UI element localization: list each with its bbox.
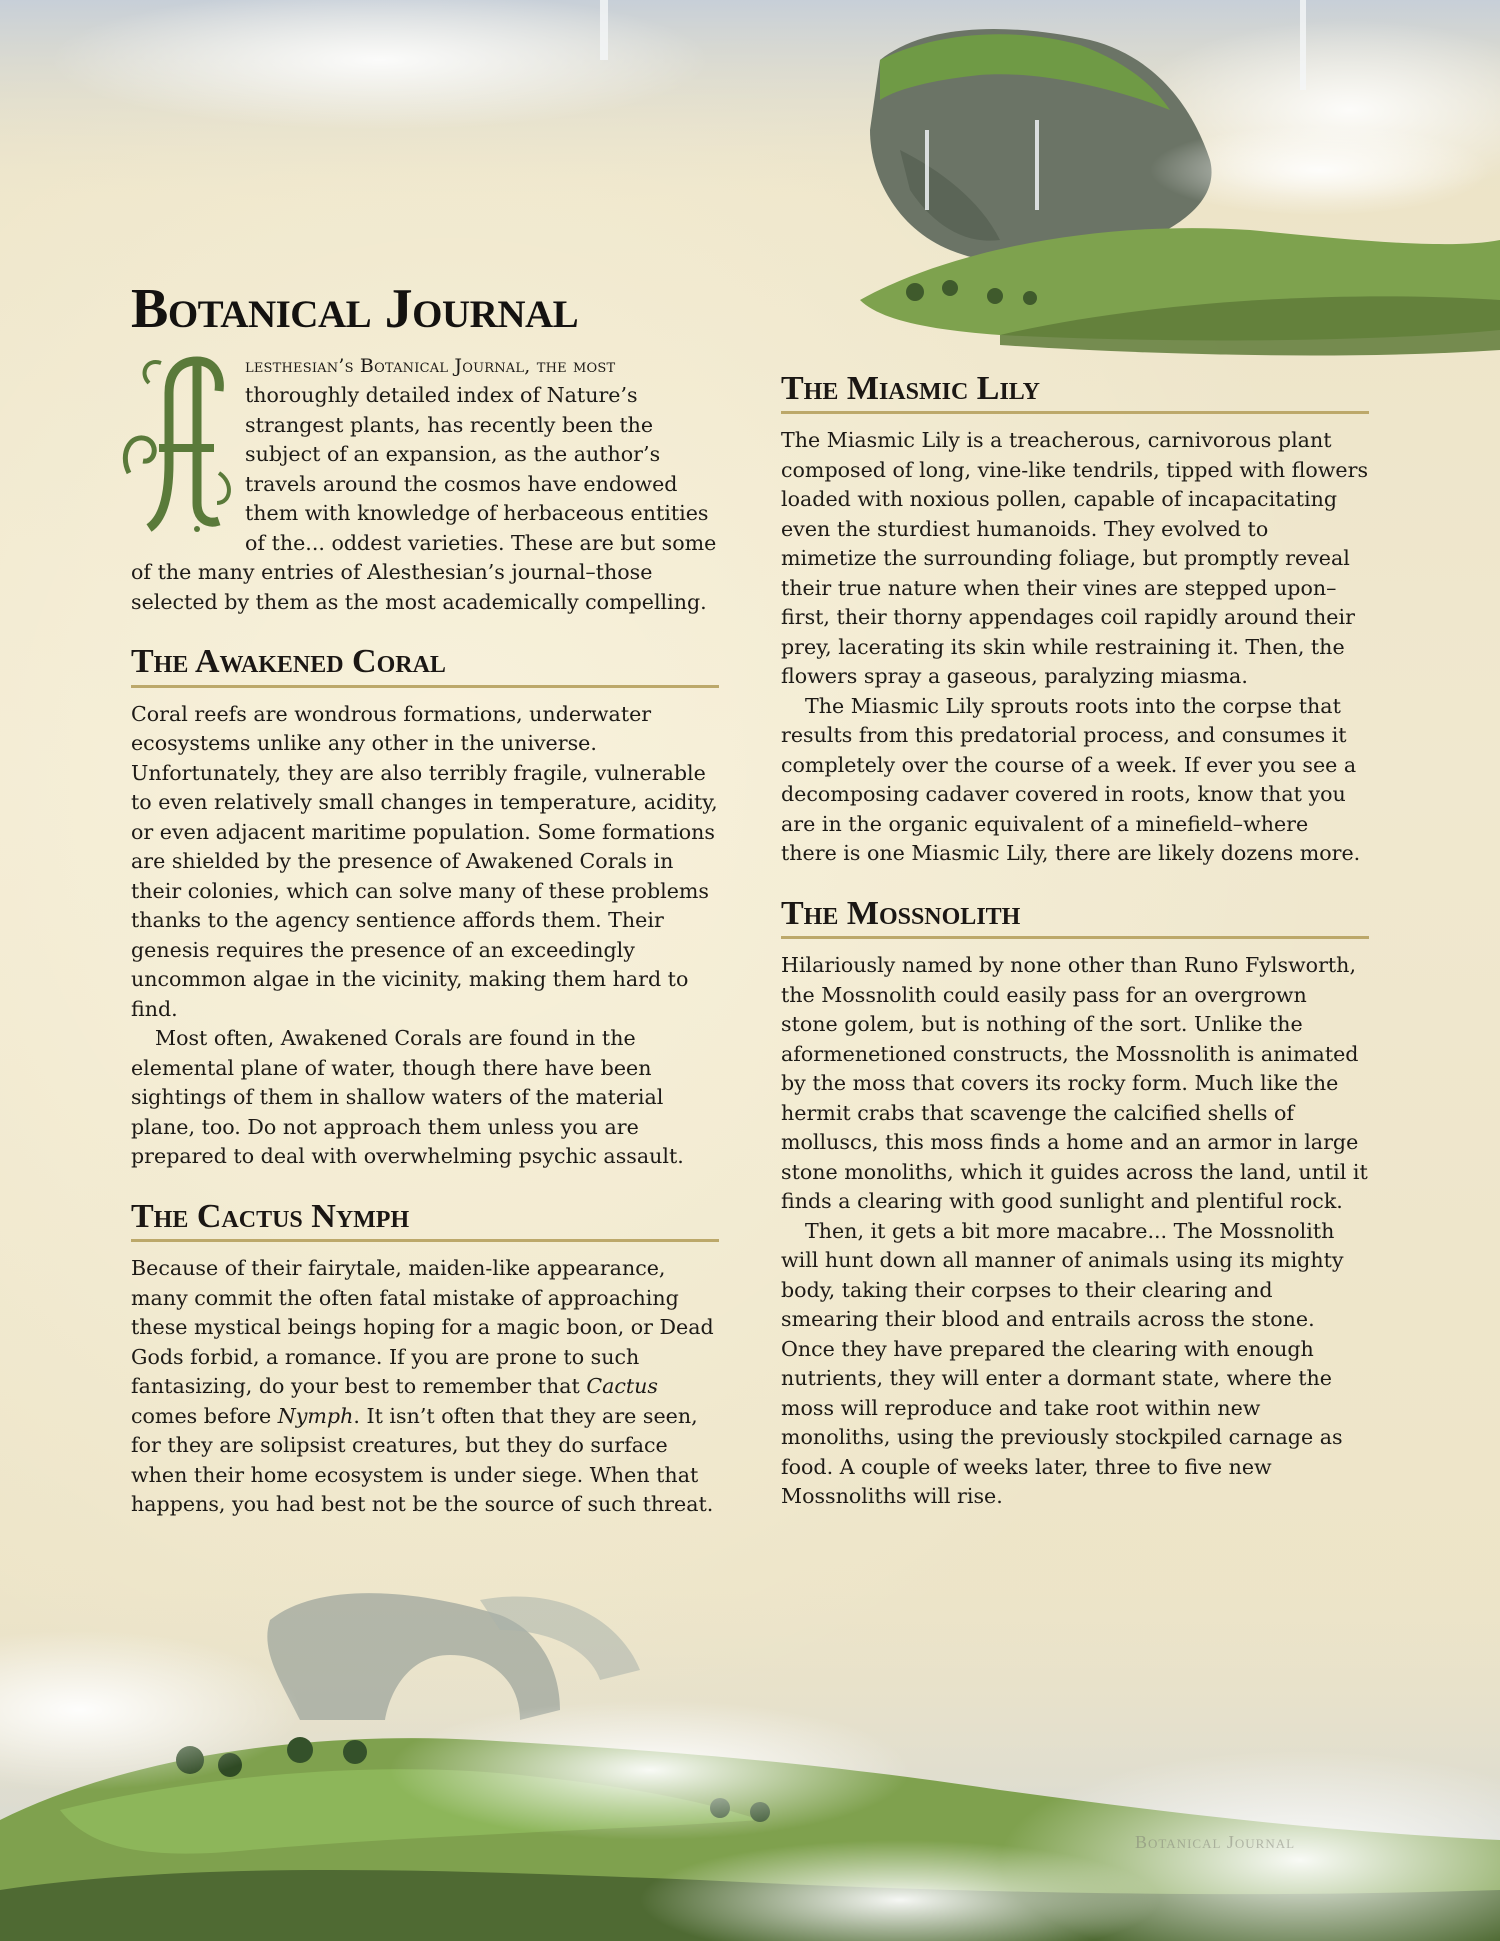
cactus-emphasis-nymph: Nymph <box>277 1403 354 1428</box>
cactus-text-c: . It isn’t often that they are seen, for they are solipsist creatures, but they do surface when their home ecosystem is under siege. When that happens, you had best not be the source of such threat. <box>131 1403 714 1517</box>
page-footer-label: Botanical Journal <box>1135 1832 1296 1852</box>
intro-lead-caps: lesthesian’s Botanical Journal, the most <box>245 354 616 377</box>
page-title: Botanical Journal <box>131 278 579 340</box>
section-mossnolith <box>781 895 1369 1512</box>
heading-cactus-nymph: The Cactus Nymph <box>131 1198 719 1242</box>
section-awakened-coral <box>131 643 719 1171</box>
cactus-text-a: Because of their fairytale, maiden-like appearance, many commit the often fatal mistake of approaching these mystical beings hoping for a magic boon, or Dead Gods forbid, a romance. If you are prone to such fantasizing, do your best to remember that <box>131 1256 714 1399</box>
lily-paragraph-1: The Miasmic Lily is a treacherous, carnivorous plant composed of long, vine-like tendrils, tipped with flowers loaded with noxious pollen, capable of incapacitating even the sturdiest humanoids. They evolved to mimetize the surrounding foliage, but promptly reveal their true nature when their vines are stepped upon–first, their thorny appendages coil rapidly around their prey, lacerating its skin while restraining it. Then, the flowers spray a gaseous, paralyzing miasma. <box>781 428 1369 689</box>
left-column <box>131 280 719 1520</box>
cactus-emphasis-cactus: Cactus <box>586 1374 659 1399</box>
heading-miasmic-lily: The Miasmic Lily <box>781 370 1369 414</box>
intro-text: thoroughly detailed index of Nature’s strangest plants, has recently been the subject of an expansion, as the author’s travels around the cosmos have endowed them with knowledge of herbaceous entities of the... oddest varieties. These are but some of the many entries of Alesthesian’s journal–those selected by them as the most academically compelling. <box>131 383 717 614</box>
heading-awakened-coral: The Awakened Coral <box>131 643 719 687</box>
misty-hills-illustration <box>0 1560 1500 1941</box>
section-cactus-nymph <box>131 1198 719 1520</box>
section-miasmic-lily <box>781 370 1369 869</box>
heading-mossnolith: The Mossnolith <box>781 895 1369 939</box>
moss-paragraph-1: Hilariously named by none other than Runo Fylsworth, the Mossnolith could easily pass for an overgrown stone golem, but is nothing of the sort. Unlike the aformenetioned constructs, the Mossnolith is animated by the moss that covers its rocky form. Much like the hermit crabs that scavenge the calcified shells of molluscs, this moss finds a home and an armor in large stone monoliths, which it guides across the land, until it finds a clearing with good sunlight and plentiful rock. <box>781 953 1368 1214</box>
cactus-text-b: comes before <box>131 1403 278 1428</box>
dropcap-letter-a <box>119 353 239 533</box>
intro-paragraph <box>131 351 719 618</box>
moss-paragraph-2: Then, it gets a bit more macabre... The Mossnolith will hunt down all manner of animals using its mighty body, taking their corpses to their clearing and smearing their blood and entrails across the stone. Once they have prepared the clearing with enough nutrients, they will enter a dormant state, where the moss will reproduce and take root within new monoliths, using the previously stockpiled carnage as food. A couple of weeks later, three to five new Mossnoliths will rise. <box>781 1218 1344 1509</box>
coral-paragraph-2: Most often, Awakened Corals are found in the elemental plane of water, though there have been sightings of them in shallow waters of the material plane, too. Do not approach them unless you are prepared to deal with overwhelming psychic assault. <box>131 1026 684 1169</box>
lily-paragraph-2: The Miasmic Lily sprouts roots into the corpse that results from this predatorial process, and consumes it completely over the course of a week. If ever you see a decomposing cadaver covered in roots, know that you are in the organic equivalent of a minefield–where there is one Miasmic Lily, there are likely dozens more. <box>781 693 1361 866</box>
cactus-paragraph-1 <box>131 1254 719 1520</box>
coral-paragraph-1: Coral reefs are wondrous formations, underwater ecosystems unlike any other in the universe. Unfortunately, they are also terribly fragile, vulnerable to even relatively small changes in temperature, acidity, or even adjacent maritime population. Some formations are shielded by the presence of Awakened Corals in their colonies, which can solve many of these problems thanks to the agency sentience affords them. Their genesis requires the presence of an exceedingly uncommon algae in the vicinity, making them hard to find. <box>131 701 718 1021</box>
dropcap-text: A <box>178 452 180 454</box>
right-column <box>781 370 1369 1512</box>
